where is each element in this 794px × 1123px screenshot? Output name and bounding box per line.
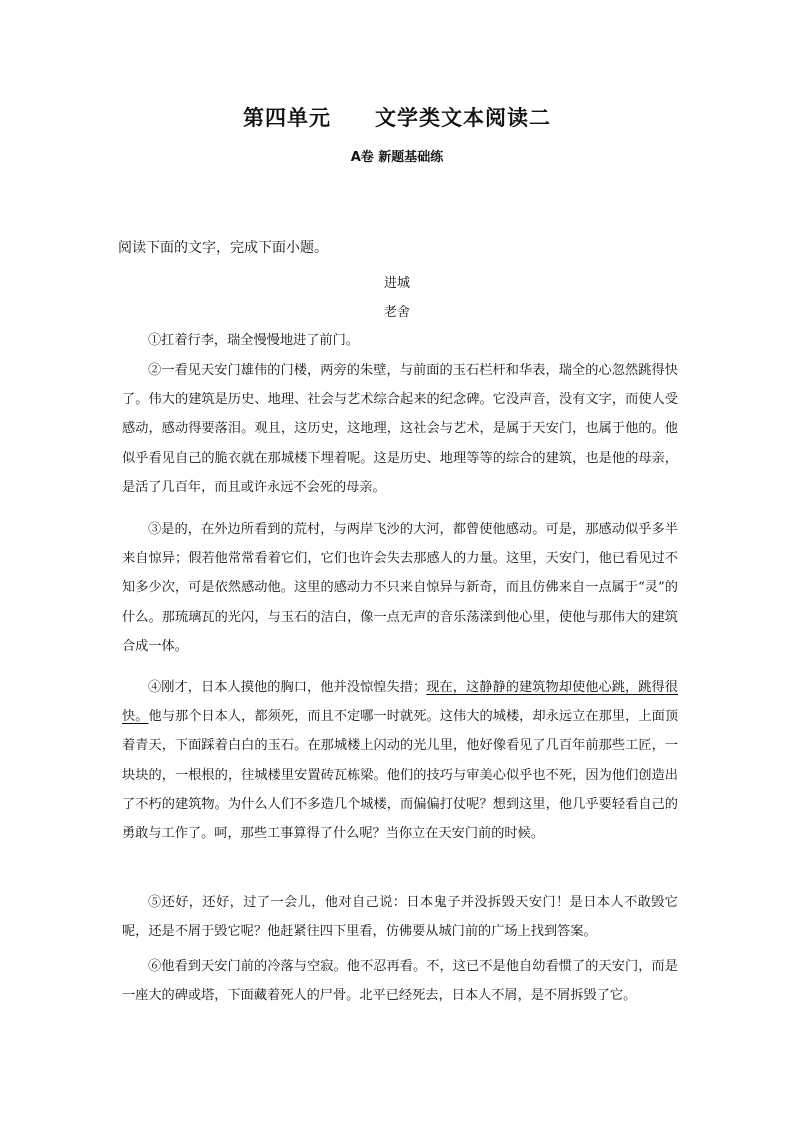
- page-title: [0, 102, 794, 132]
- reading-instruction: 阅读下面的文字，完成下面小题。: [118, 240, 328, 256]
- paragraph-3: ③是的，在外边所看到的荒村，与两岸飞沙的大河，都曾使他感动。可是，那感动似乎多半来自惊异；假若他常常看着它们，它们也许会失去那感人的力量。这里，天安门，他已看见过不知多少次，可是依然感动他。这里的感动力不只来自惊异与新奇，而且仿佛来自一点属于“灵”的什么。那琉璃瓦的光闪，与玉石的洁白，像一点无声的音乐荡漾到他心里，使他与那伟大的建筑合成一体。: [122, 522, 678, 654]
- paragraph-2: ②一看见天安门雄伟的门楼，两旁的朱壁，与前面的玉石栏杆和华表，瑞全的心忽然跳得快了。伟大的建筑是历史、地理、社会与艺术综合起来的纪念碑。它没声音，没有文字，而使人受感动，感动得要落泪。观且，这历史，这地理，这社会与艺术，是属于天安门，也属于他的。他似乎看见自己的脆衣就在那城楼下埋着呢。这是历史、地理等等的综合的建筑，也是他的母亲，是活了几百年，而且或许永远不会死的母亲。: [122, 363, 678, 495]
- topic-label: 文学类文本阅读二: [375, 105, 551, 130]
- paragraph-1: ①扛着行李，瑞全慢慢地进了前门。: [148, 333, 359, 348]
- paragraph-6: ⑥他看到天安门前的冷落与空寂。他不忍再看。不，这已不是他自幼看惯了的天安门，而是一座大的碑或塔，下面藏着死人的尸骨。北平已经死去，日本人不屑，是不屑拆毁了它。: [122, 959, 678, 1004]
- unit-label: 第四单元: [243, 105, 331, 130]
- paragraph-4: [122, 673, 678, 848]
- page-subtitle: A卷 新题基础练: [350, 150, 444, 165]
- paragraph-4-lead: ④刚才，日本人摸他的胸口，他并没惊惶失措；: [148, 680, 427, 695]
- story-title: 进城: [383, 276, 410, 291]
- story-author: 老舍: [383, 305, 410, 320]
- underlined-sentence: 现在，这静静的建筑物却使他心跳，跳得很快。: [122, 680, 678, 725]
- paragraph-5: ⑤还好，还好，过了一会儿，他对自己说：日本鬼子并没拆毁天安门！是日本人不敢毁它呢，还是不屑于毁它呢？他赶紧往四下里看，仿佛要从城门前的广场上找到答案。: [122, 895, 678, 940]
- paragraph-4-rest: 他与那个日本人，都须死，而且不定哪一时就死。这伟大的城楼，却永远立在那里，上面顶着青天，下面踩着白白的玉石。在那城楼上闪动的光儿里，他好像看见了几百年前那些工匠，一块块的，一根根的，往城楼里安置砖瓦栋梁。他们的技巧与审美心似乎也不死，因为他们创造出了不朽的建筑物。为什么人们不多造几个城楼，而偏偏打仗呢？想到这里，他几乎要轻看自己的勇敢与工作了。呵，那些工事算得了什么呢？当你立在天安门前的时候。: [122, 709, 679, 842]
